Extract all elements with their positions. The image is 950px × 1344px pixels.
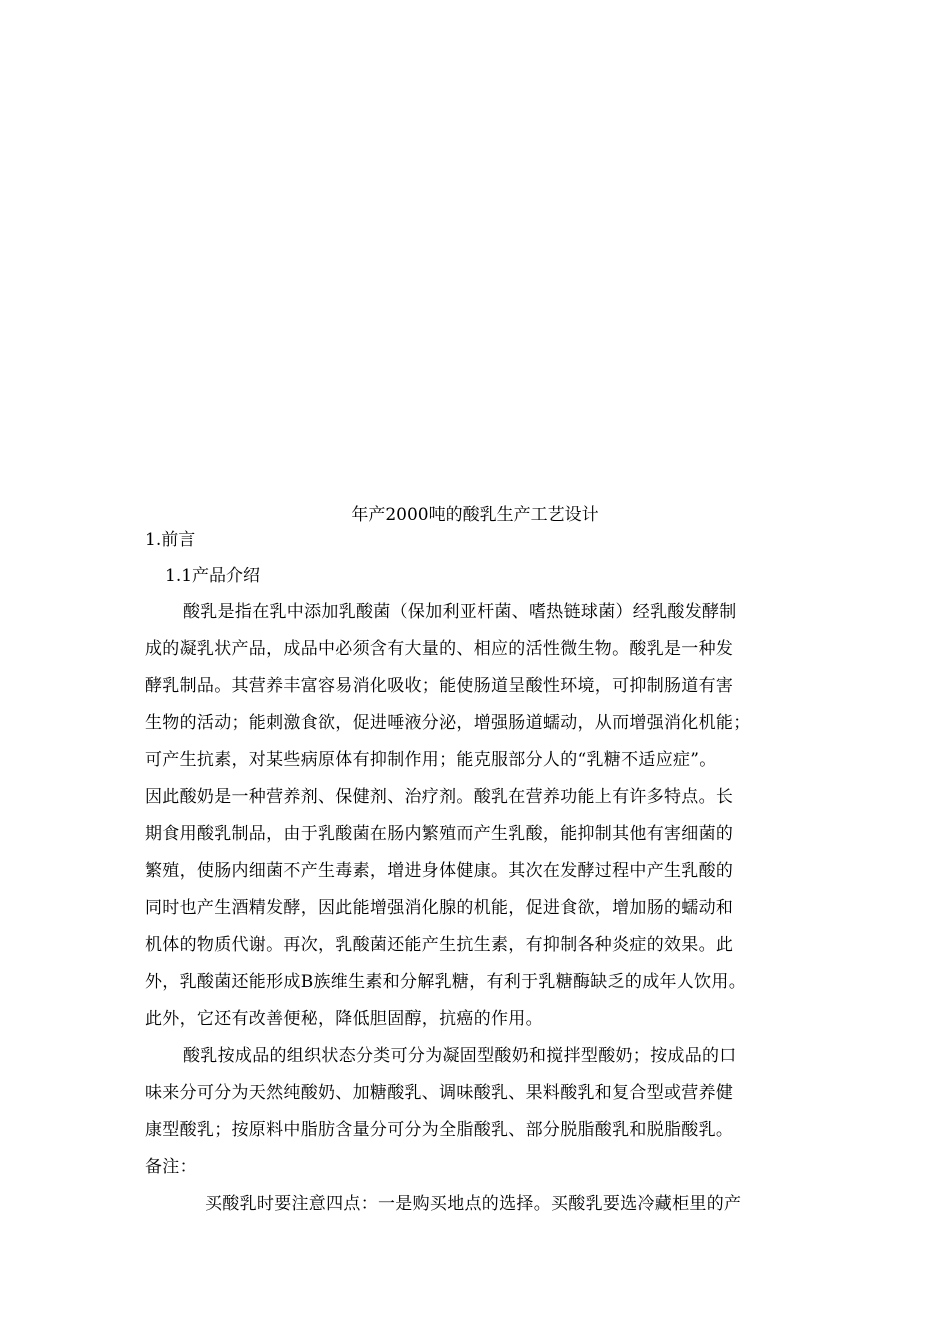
paragraph-line: 买酸乳时要注意四点：一是购买地点的选择。买酸乳要选冷藏柜里的产 bbox=[205, 1194, 742, 1214]
paragraph-line: 康型酸乳；按原料中脂肪含量分可分为全脂酸乳、部分脱脂酸乳和脱脂酸乳。 bbox=[145, 1120, 734, 1140]
paragraph-line: 繁殖，使肠内细菌不产生毒素，增进身体健康。其次在发酵过程中产生乳酸的 bbox=[145, 861, 734, 881]
section-heading-preface: 1.前言 bbox=[145, 530, 196, 550]
document-title: 年产2000吨的酸乳生产工艺设计 bbox=[351, 505, 599, 525]
paragraph-line: 酸乳是指在乳中添加乳酸菌（保加利亚杆菌、嗜热链球菌）经乳酸发酵制 bbox=[183, 602, 737, 622]
paragraph-line: 外，乳酸菌还能形成B族维生素和分解乳糖，有利于乳糖酶缺乏的成年人饮用。 bbox=[145, 972, 746, 992]
paragraph-line: 同时也产生酒精发酵，因此能增强消化腺的机能，促进食欲，增加肠的蠕动和 bbox=[145, 898, 734, 918]
paragraph-line: 酸乳按成品的组织状态分类可分为凝固型酸奶和搅拌型酸奶；按成品的口 bbox=[183, 1046, 737, 1066]
note-label: 备注： bbox=[145, 1157, 197, 1177]
paragraph-line: 此外，它还有改善便秘，降低胆固醇，抗癌的作用。 bbox=[145, 1009, 543, 1029]
paragraph-line: 酵乳制品。其营养丰富容易消化吸收；能使肠道呈酸性环境，可抑制肠道有害 bbox=[145, 676, 734, 696]
paragraph-line: 机体的物质代谢。再次，乳酸菌还能产生抗生素，有抑制各种炎症的效果。此 bbox=[145, 935, 734, 955]
subsection-heading-product-intro: 1.1产品介绍 bbox=[165, 566, 261, 586]
paragraph-line: 可产生抗素，对某些病原体有抑制作用；能克服部分人的“乳糖不适应症”。 bbox=[145, 750, 717, 770]
paragraph-line: 期食用酸乳制品，由于乳酸菌在肠内繁殖而产生乳酸，能抑制其他有害细菌的 bbox=[145, 824, 734, 844]
paragraph-line: 味来分可分为天然纯酸奶、加糖酸乳、调味酸乳、果料酸乳和复合型或营养健 bbox=[145, 1083, 734, 1103]
paragraph-line: 成的凝乳状产品，成品中必须含有大量的、相应的活性微生物。酸乳是一种发 bbox=[145, 639, 734, 659]
body-text bbox=[145, 594, 810, 1223]
paragraph-line: 生物的活动；能刺激食欲，促进唾液分泌，增强肠道蠕动，从而增强消化机能； bbox=[145, 713, 751, 733]
paragraph-line: 因此酸奶是一种营养剂、保健剂、治疗剂。酸乳在营养功能上有许多特点。长 bbox=[145, 787, 734, 807]
